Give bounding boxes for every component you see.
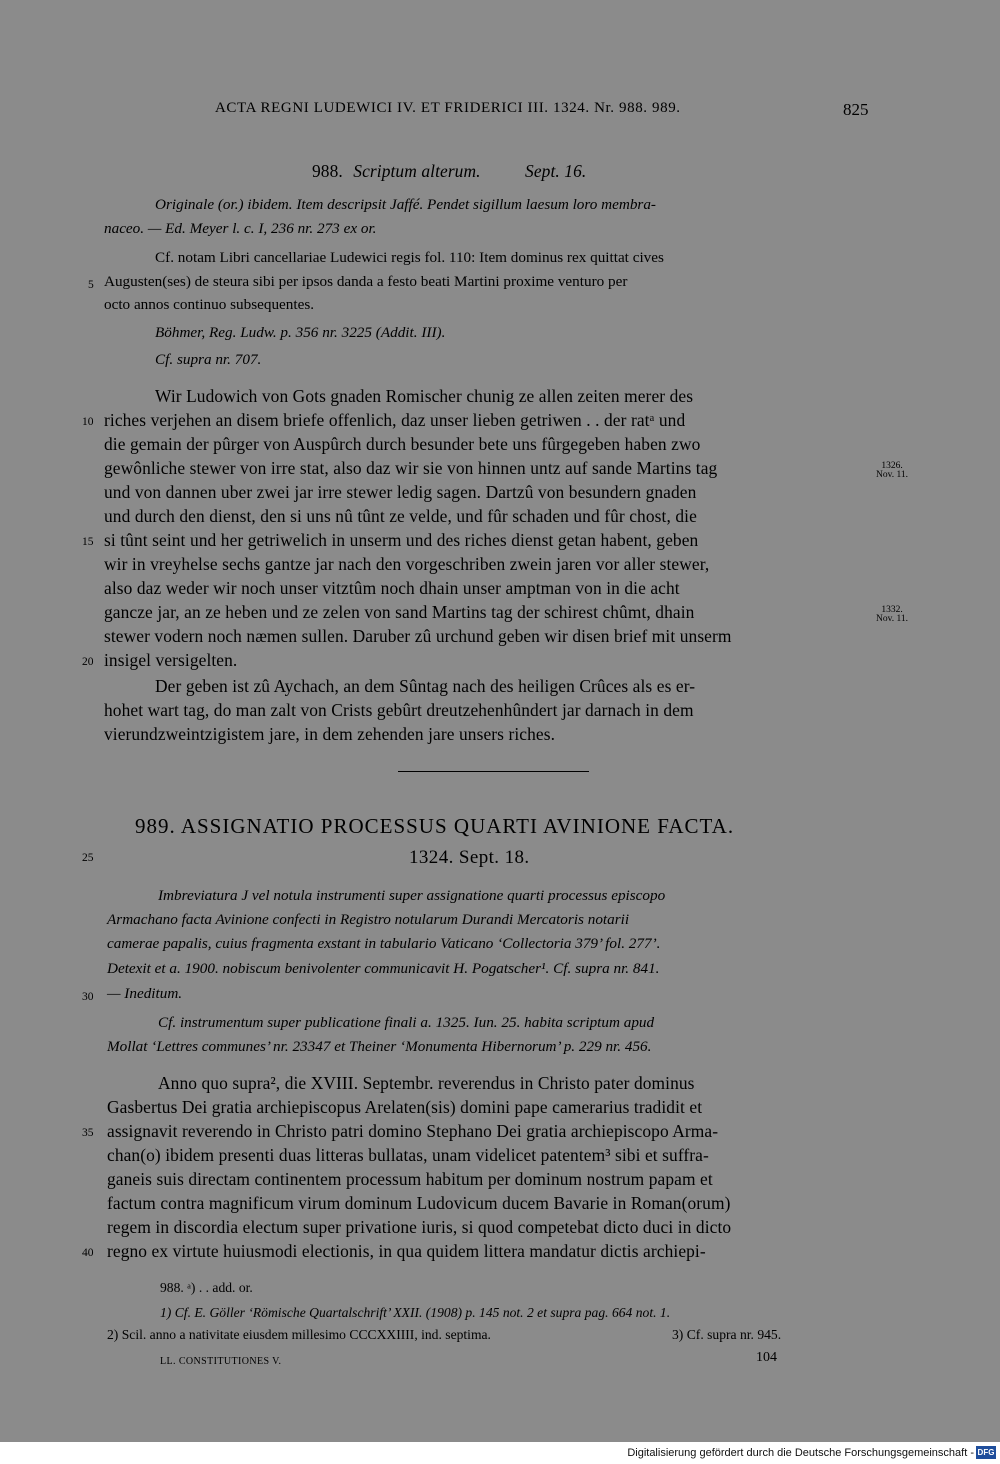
line-number: 20 [82, 656, 94, 668]
doc988-text-line: riches verjehen an disem briefe offenlich, daz unser lieben getriwen . . der ratᵃ und [104, 410, 686, 430]
doc988-text-line: si tûnt seint und her getriwelich in unserm und des riches dienst getan habent, geben [104, 530, 699, 550]
dfg-logo: DFG [977, 1448, 995, 1457]
doc989-title: 989. ASSIGNATIO PROCESSUS QUARTI AVINIONE FACTA. [135, 814, 735, 838]
signature-mark: LL. CONSTITUTIONES V. [160, 1356, 282, 1367]
doc988-source-line: Originale (or.) ibidem. Item descripsit Jaffé. Pendet sigillum laesum loro membra- [155, 196, 656, 213]
line-number: 10 [82, 416, 94, 428]
doc989-text-line: chan(o) ibidem presenti duas litteras bullatas, unam videlicet patentem³ sibi et suffra- [107, 1145, 709, 1165]
running-title: ACTA REGNI LUDEWICI IV. ET FRIDERICI III. 1324. Nr. 988. 989. [215, 100, 681, 116]
doc989-source-line: Armachano facta Avinione confecti in Registro notularum Durandi Mercatoris notarii [107, 911, 630, 928]
signature-number: 104 [756, 1350, 777, 1365]
doc988-source-line: Böhmer, Reg. Ludw. p. 356 nr. 3225 (Addit. III). [155, 324, 446, 341]
footnote-1: 1) Cf. E. Göller ‘Römische Quartalschrift’ XXII. (1908) p. 145 not. 2 et supra pag. 664 not. 1. [160, 1305, 671, 1320]
doc988-title-text: Scriptum alterum. [353, 161, 481, 181]
doc988-text-line: also daz weder wir noch unser vitztûm noch dhain unser amptman von in die acht [104, 578, 680, 598]
doc988-source-line: Cf. notam Libri cancellariae Ludewici regis fol. 110: Item dominus rex quittat cives [155, 249, 664, 266]
doc988-text-line: gewônliche stewer von irre stat, also daz wir sie von hinnen untz auf sande Martins tag [104, 458, 718, 478]
doc988-source-line: Augusten(ses) de steura sibi per ipsos danda a festo beati Martini proxime venturo per [104, 273, 628, 290]
doc989-text-line: regno ex virtute huiusmodi electionis, in qua quidem littera mandatur dictis archiepi- [107, 1241, 706, 1261]
doc988-source-line: Cf. supra nr. 707. [155, 351, 262, 368]
doc988-text-line: vierundzweintzigistem jare, in dem zehenden jare unsers riches. [104, 724, 556, 744]
line-number: 5 [88, 279, 94, 291]
line-number: 35 [82, 1127, 94, 1139]
doc989-date: 1324. Sept. 18. [409, 847, 530, 868]
digitisation-credit: Digitalisierung gefördert durch die Deutsche Forschungsgemeinschaft - [627, 1447, 974, 1459]
doc989-text-line: Anno quo supra², die XVIII. Septembr. reverendus in Christo pater dominus [158, 1073, 695, 1093]
doc989-text-line: assignavit reverendo in Christo patri domino Stephano Dei gratia archiepiscopo Arma- [107, 1121, 719, 1141]
doc989-text-line: ganeis suis directam continentem processum habitum per dominum nostrum papam et [107, 1169, 713, 1189]
section-divider [398, 771, 589, 772]
margin-date-note: 1326. Nov. 11. [876, 461, 909, 480]
line-number: 30 [82, 991, 94, 1003]
footnote-2: 2) Scil. anno a nativitate eiusdem millesimo CCCXXIIII, ind. septima. [107, 1327, 491, 1342]
margin-date-note: 1332. Nov. 11. [876, 605, 909, 624]
doc988-text-line: Der geben ist zû Aychach, an dem Sûntag nach des heiligen Crûces als es er- [155, 676, 696, 696]
doc988-title-date: Sept. 16. [525, 161, 587, 181]
doc988-text-line: insigel versigelten. [104, 650, 238, 670]
doc989-text-line: Gasbertus Dei gratia archiepiscopus Arelaten(sis) domini pape camerarius tradidit et [107, 1097, 703, 1117]
doc989-source-line: Detexit et a. 1900. nobiscum benivolenter communicavit H. Pogatscher¹. Cf. supra nr. 841. [107, 960, 660, 977]
line-number: 40 [82, 1247, 94, 1259]
doc988-text-line: gancze jar, an ze heben und ze zelen von sand Martins tag der schirest chûmt, dhain [104, 602, 695, 622]
doc988-text-line: und von dannen uber zwei jar irre stewer ledig sagen. Dartzû von besundern gnaden [104, 482, 697, 502]
doc988-text-line: stewer vodern noch næmen sullen. Daruber zû urchund geben wir disen brief mit unserm [104, 626, 732, 646]
doc988-title [312, 161, 586, 182]
doc989-source-line: Imbreviatura J vel notula instrumenti super assignatione quarti processus episcopo [158, 887, 666, 904]
doc988-text-line: Wir Ludowich von Gots gnaden Romischer chunig ze allen zeiten merer des [155, 386, 694, 406]
doc989-source-line: camerae papalis, cuius fragmenta exstant in tabulario Vaticano ‘Collectoria 379’ fol. 277’. [107, 935, 661, 952]
page-number: 825 [843, 100, 869, 119]
line-number: 25 [82, 852, 94, 864]
doc988-text-line: und durch den dienst, den si uns nû tûnt ze velde, und fûr schaden und fûr chost, die [104, 506, 697, 526]
doc988-text-line: die gemain der pûrger von Auspûrch durch besunder bete uns fûrgegeben haben zwo [104, 434, 701, 454]
doc988-text-line: wir in vreyhelse sechs gantze jar nach den vorgeschriben zwein jaren vor aller stewer, [104, 554, 710, 574]
doc988-text-line: hohet wart tag, do man zalt von Crists gebûrt dreutzehenhûndert jar darnach in dem [104, 700, 694, 720]
doc989-text-line: factum contra magnificum virum dominum Ludovicum ducem Bavarie in Roman(orum) [107, 1193, 731, 1213]
doc988-number: 988. [312, 161, 343, 181]
doc988-source-line: naceo. — Ed. Meyer l. c. I, 236 nr. 273 ex or. [104, 220, 377, 237]
doc988-source-line: octo annos continuo subsequentes. [104, 296, 315, 313]
doc989-text-line: regem in discordia electum super privatione iuris, si quod competebat dicto duci in dicto [107, 1217, 732, 1237]
footnote-3: 3) Cf. supra nr. 945. [672, 1327, 782, 1342]
doc989-source-line: Cf. instrumentum super publicatione finali a. 1325. Iun. 25. habita scriptum apud [158, 1014, 655, 1031]
line-number: 15 [82, 536, 94, 548]
doc989-source-line: — Ineditum. [107, 985, 183, 1002]
footnote-988: 988. ᵃ) . . add. or. [160, 1280, 253, 1295]
doc989-source-line: Mollat ‘Lettres communes’ nr. 23347 et Theiner ‘Monumenta Hibernorum’ p. 229 nr. 456. [107, 1038, 652, 1055]
